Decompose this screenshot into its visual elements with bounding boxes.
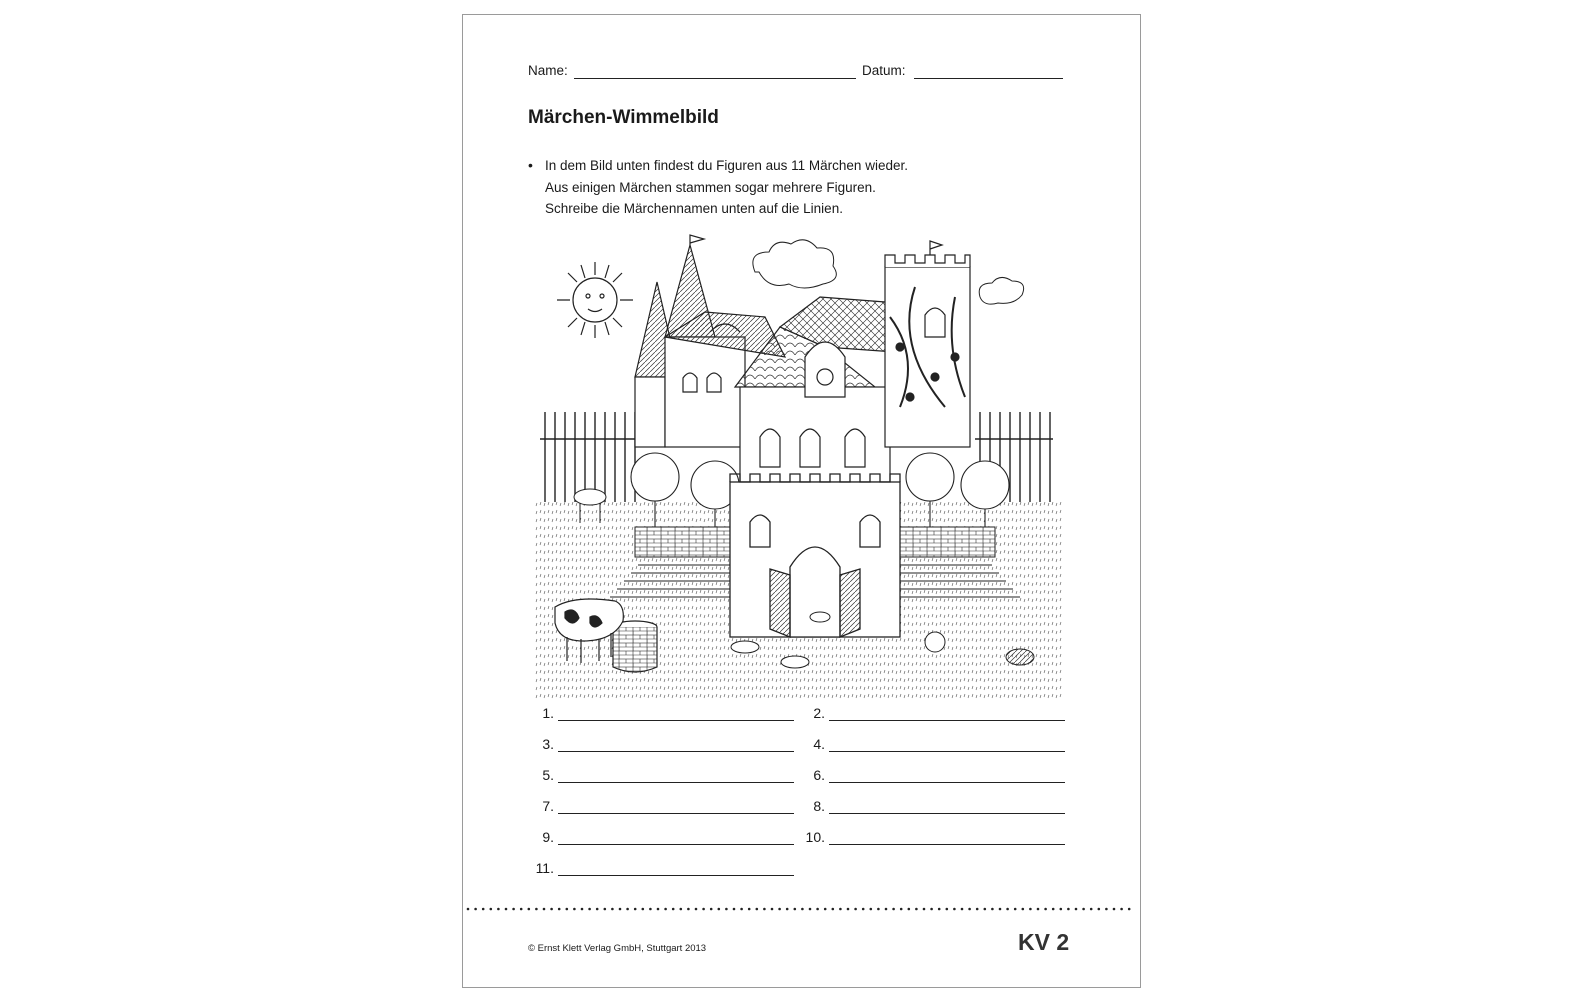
left-wall (635, 527, 735, 557)
name-date-row (528, 63, 1063, 85)
date-field-line[interactable] (914, 78, 1063, 79)
answer-number: 6. (813, 767, 825, 783)
worksheet-code: KV 2 (1018, 929, 1070, 955)
answer-number: 1. (542, 705, 554, 721)
instruction-line: Schreibe die Märchennamen unten auf die Linien. (545, 201, 843, 216)
name-field-line[interactable] (574, 78, 856, 79)
answer-number: 11. (535, 860, 554, 876)
fairy-tale-castle-illustration (535, 227, 1063, 699)
worksheet-title: Märchen-Wimmelbild (528, 107, 719, 128)
answer-number: 9. (542, 829, 554, 845)
sun-icon (557, 262, 633, 338)
bullet-icon: • (528, 157, 533, 173)
worksheet-page (462, 14, 1141, 988)
answer-number: 3. (542, 736, 554, 752)
dotted-divider (466, 906, 1138, 912)
instruction-line: In dem Bild unten findest du Figuren aus 11 Märchen wieder. (545, 158, 908, 173)
date-label: Datum: (862, 63, 906, 78)
answer-number: 5. (542, 767, 554, 783)
answer-number: 10. (805, 829, 825, 845)
well (613, 621, 657, 672)
answer-number: 7. (542, 798, 554, 814)
rapunzel-tower (885, 241, 970, 447)
instruction-line: Aus einigen Märchen stammen sogar mehrere Figuren. (545, 179, 876, 195)
copyright-text: © Ernst Klett Verlag GmbH, Stuttgart 2013 (528, 943, 707, 954)
answer-number: 4. (813, 736, 825, 752)
answer-number: 2. (813, 705, 825, 721)
right-wall (895, 527, 995, 557)
name-label: Name: (528, 63, 568, 78)
answer-number: 8. (813, 798, 825, 814)
instructions (528, 155, 1088, 220)
answer-lines (528, 705, 1068, 905)
